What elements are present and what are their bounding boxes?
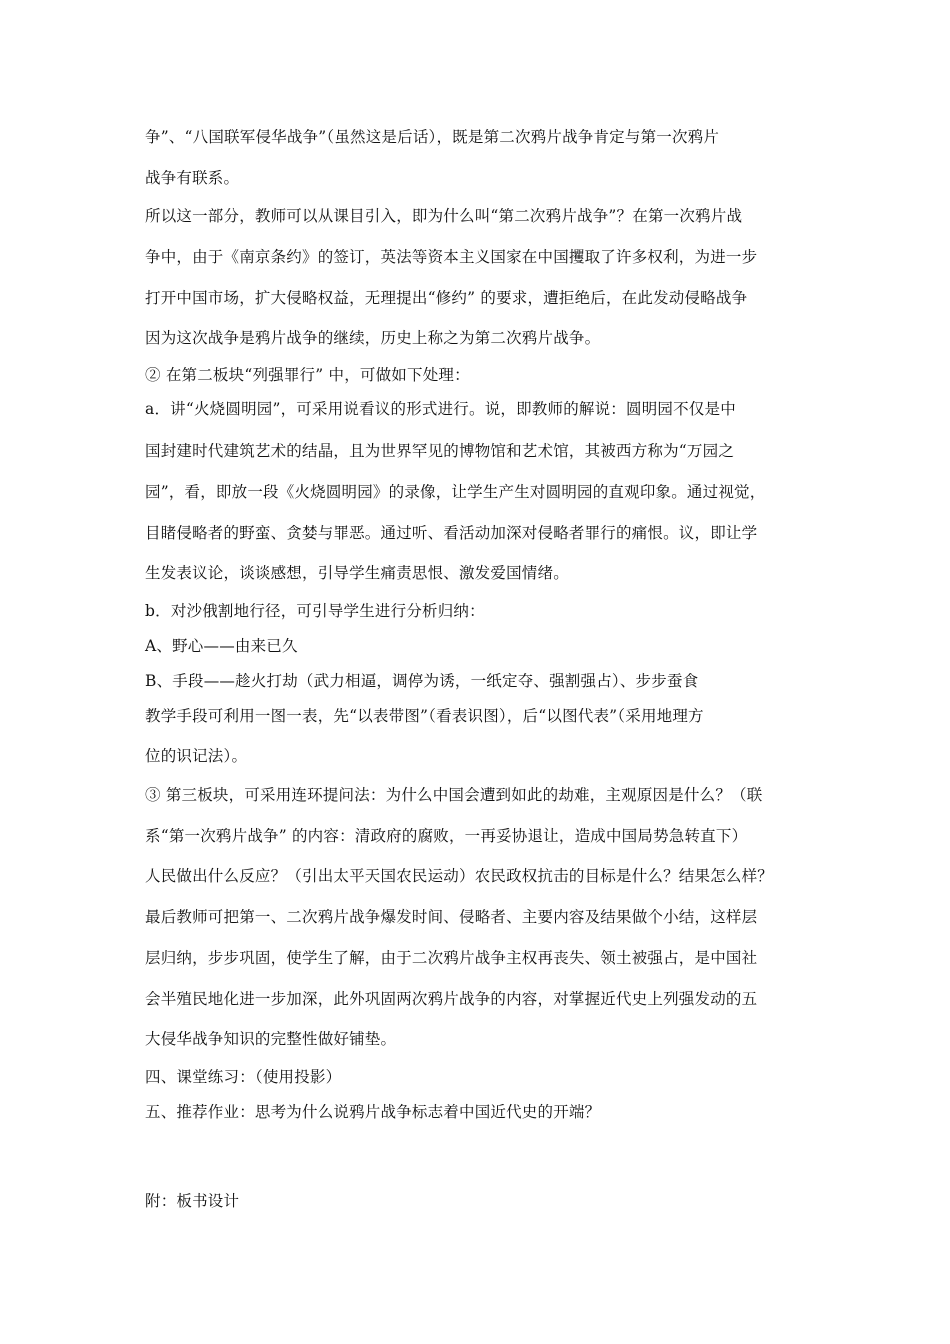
- text-line: 五、推荐作业：思考为什么说鸦片战争标志着中国近代史的开端？: [145, 1103, 601, 1121]
- text-line: 战争有联系。: [145, 169, 240, 187]
- text-line: 争中，由于《南京条约》的签订，英法等资本主义国家在中国攫取了许多权利，为进一步: [145, 248, 758, 266]
- text-line: 附：板书设计: [145, 1192, 240, 1210]
- text-line: 国封建时代建筑艺术的结晶，且为世界罕见的博物馆和艺术馆，其被西方称为“万园之: [145, 442, 735, 460]
- text-line: B、手段——趁火打劫（武力相逼，调停为诱，一纸定夺、强割强占）、步步蚕食: [145, 672, 699, 690]
- text-line: 目睹侵略者的野蛮、贪婪与罪恶。通过听、看活动加深对侵略者罪行的痛恨。议，即让学: [145, 524, 758, 542]
- text-line: ② 在第二板块“列强罪行” 中，可做如下处理：: [145, 366, 470, 384]
- text-line: 所以这一部分，教师可以从课目引入，即为什么叫“第二次鸦片战争”？在第一次鸦片战: [145, 207, 743, 225]
- text-line: 大侵华战争知识的完整性做好铺垫。: [145, 1030, 397, 1048]
- text-line: b．对沙俄割地行径，可引导学生进行分析归纳：: [145, 602, 485, 620]
- text-line: a．讲“火烧圆明园”，可采用说看议的形式进行。说，即教师的解说：圆明园不仅是中: [145, 400, 736, 418]
- text-line: 人民做出什么反应？（引出太平天国农民运动）农民政权抗击的目标是什么？结果怎么样？: [145, 867, 774, 885]
- text-line: 会半殖民地化进一步加深，此外巩固两次鸦片战争的内容，对掌握近代史上列强发动的五: [145, 990, 758, 1008]
- text-line: 位的识记法）。: [145, 747, 248, 765]
- text-line: 层归纳，步步巩固，使学生了解，由于二次鸦片战争主权再丧失、领土被强占，是中国社: [145, 949, 758, 967]
- text-line: 因为这次战争是鸦片战争的继续，历史上称之为第二次鸦片战争。: [145, 329, 601, 347]
- text-line: 系“第一次鸦片战争” 的内容：清政府的腐败，一再妥协退让，造成中国局势急转直下）: [145, 827, 748, 845]
- text-line: 争”、“八国联军侵华战争”（虽然这是后话），既是第二次鸦片战争肯定与第一次鸦片: [145, 128, 720, 146]
- text-line: A、野心——由来已久: [145, 637, 298, 655]
- text-line: 四、课堂练习：（使用投影）: [145, 1068, 342, 1086]
- text-line: ③ 第三板块，可采用连环提问法：为什么中国会遭到如此的劫难，主观原因是什么？（联: [145, 786, 763, 804]
- text-line: 打开中国市场，扩大侵略权益，无理提出“修约” 的要求，遭拒绝后，在此发动侵略战争: [145, 289, 748, 307]
- text-line: 园”，看，即放一段《火烧圆明园》的录像，让学生产生对圆明园的直观印象。通过视觉，: [145, 483, 766, 501]
- text-line: 生发表议论，谈谈感想，引导学生痛责思恨、激发爱国情绪。: [145, 564, 569, 582]
- text-line: 最后教师可把第一、二次鸦片战争爆发时间、侵略者、主要内容及结果做个小结，这样层: [145, 908, 758, 926]
- text-line: 教学手段可利用一图一表，先“以表带图”（看表识图），后“以图代表”（采用地理方: [145, 707, 704, 725]
